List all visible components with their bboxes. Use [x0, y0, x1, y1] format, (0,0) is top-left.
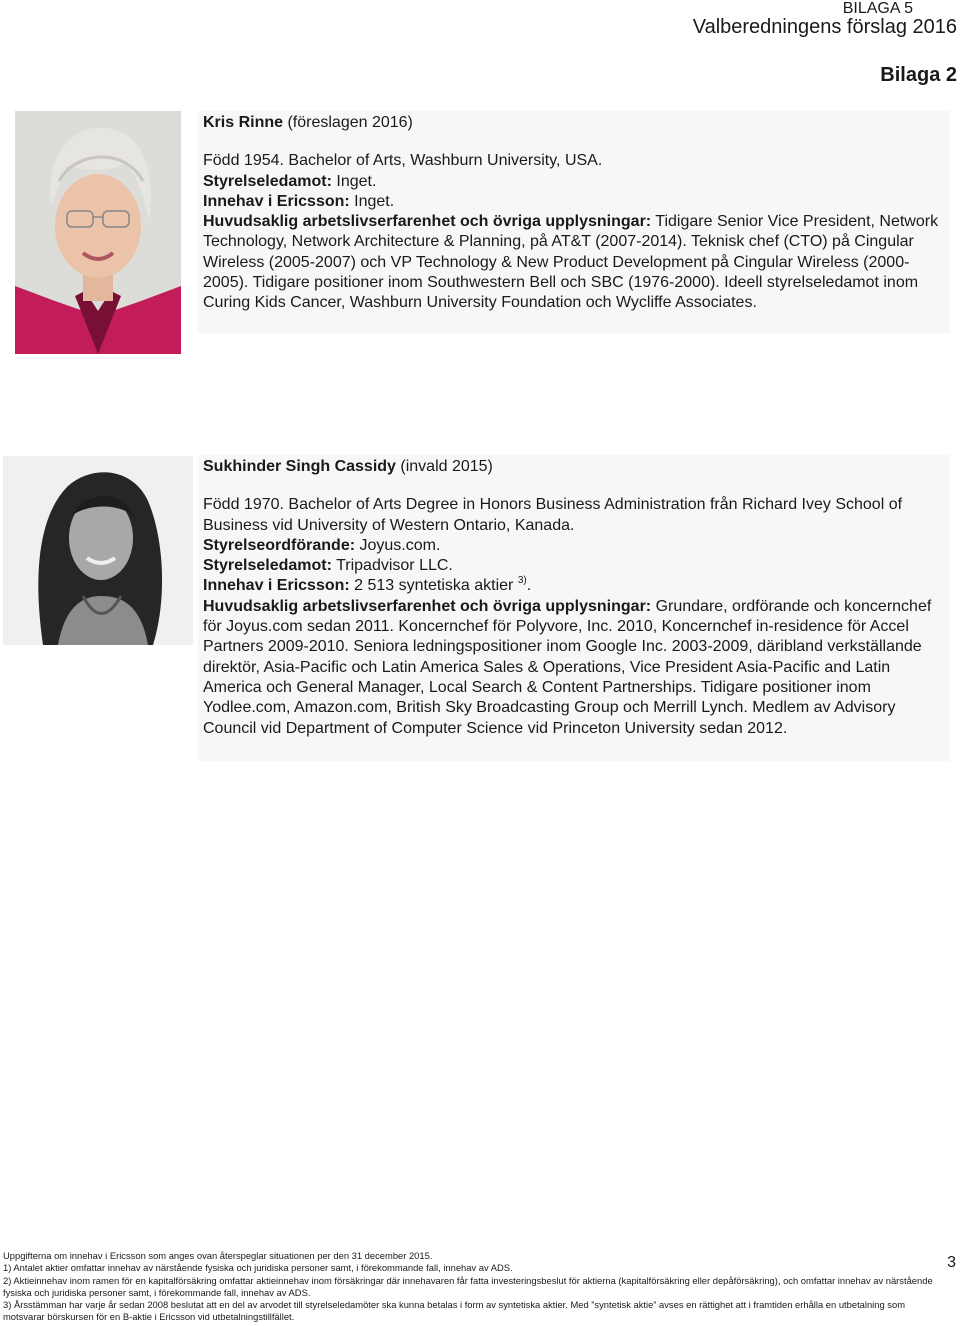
- footnote-ref: 3): [517, 575, 527, 587]
- portrait-image-2: [3, 456, 193, 645]
- bio-kris-rinne: [198, 111, 950, 333]
- person-name: Sukhinder Singh Cassidy (invald 2015): [203, 458, 493, 475]
- document-title: Valberedningens förslag 2016: [692, 16, 957, 38]
- page-number: 3: [947, 1254, 956, 1271]
- work-experience: Huvudsaklig arbetslivserfarenhet och övriga upplysningar: Grundare, ordförande och koncernchef för Joyus.com sedan 2011. Koncernchef för Polyvore, Inc. 2010, Koncernchef in-residence för Accel Partners 2009-2010. Seniora ledningspositioner inom Google Inc. 2003-2009, däribland verkställande direktör, Asia-Pacific och Latin America Sales & Operations, Vice President Asia-Pacific and Latin America och General Manager, Local Search & Content Partnerships. Tidigare positioner inom Yodlee.com, Amazon.com, British Sky Broadcasting Group och Merrill Lynch. Medlem av Advisory Council vid Department of Computer Science vid Princeton University sedan 2012.: [203, 597, 932, 737]
- footnotes: [3, 1250, 948, 1324]
- footnote-3: 3) Årsstämman har varje år sedan 2008 beslutat att en del av arvodet till styrelseledamöter ska kunna betalas i form av syntetiska aktier. Med ”syntetisk aktie” avses en rättighet att i framtiden erhålla en utbetalning som motsvarar börskursen för en B-aktie i Ericsson vid utbetalningstillfället.: [3, 1299, 906, 1323]
- work-experience: Huvudsaklig arbetslivserfarenhet och övriga upplysningar: Tidigare Senior Vice President, Network Technology, Network Architecture & Planning, på AT&T (2007-2014). Teknisk chef (CTO) på Cingular Wireless (2005-2007) och VP Technology & New Product Development på Cingular Wireless (2000-2005). Tidigare positioner inom Southwestern Bell och SBC (1976-2000). Ideell styrelseledamot inom Curing Kids Cancer, Washburn University Foundation och Wycliffe Associates.: [203, 213, 939, 312]
- photo-sukhinder-singh-cassidy: [3, 456, 193, 645]
- bilaga-5-label: BILAGA 5: [842, 0, 913, 17]
- footnote-1: 1) Antalet aktier omfattar innehav av närstående fysiska och juridiska personer samt, i förekommande fall, innehav av ADS.: [3, 1262, 513, 1274]
- bio-sukhinder-singh-cassidy: [198, 455, 950, 761]
- born-education: Född 1954. Bachelor of Arts, Washburn University, USA.: [203, 152, 603, 170]
- chair-role: Styrelseordförande: Joyus.com.: [203, 536, 441, 554]
- board-role: Styrelseledamot: Tripadvisor LLC.: [203, 557, 453, 575]
- born-education: Född 1970. Bachelor of Arts Degree in Honors Business Administration från Richard Ivey School of Business vid University of Western Ontario, Kanada.: [203, 496, 903, 534]
- ericsson-holdings: Innehav i Ericsson: 2 513 syntetiska aktier $^{3)}$.: [203, 575, 532, 595]
- footnote-2: 2) Aktieinnehav inom ramen för en kapitalförsäkring omfattar aktieinnehav inom försäkringar där innehavaren får fatta investeringsbeslut för aktierna (kapitalförsäkring eller depåförsäkring), och omfattar innehav av närstående fysiska och juridiska personer samt, i förekommande fall, innehav av ADS.: [3, 1274, 933, 1298]
- board-role: Styrelseledamot: Inget.: [203, 172, 377, 190]
- bilaga-2-heading: Bilaga 2: [880, 64, 957, 86]
- footnote-intro: Uppgifterna om innehav i Ericsson som anges ovan återspeglar situationen per den 31 december 2015.: [3, 1250, 433, 1261]
- ericsson-holdings: Innehav i Ericsson: Inget.: [203, 192, 395, 210]
- photo-kris-rinne: [15, 111, 181, 354]
- portrait-image-1: [15, 111, 181, 354]
- person-name: Kris Rinne (föreslagen 2016): [203, 114, 413, 131]
